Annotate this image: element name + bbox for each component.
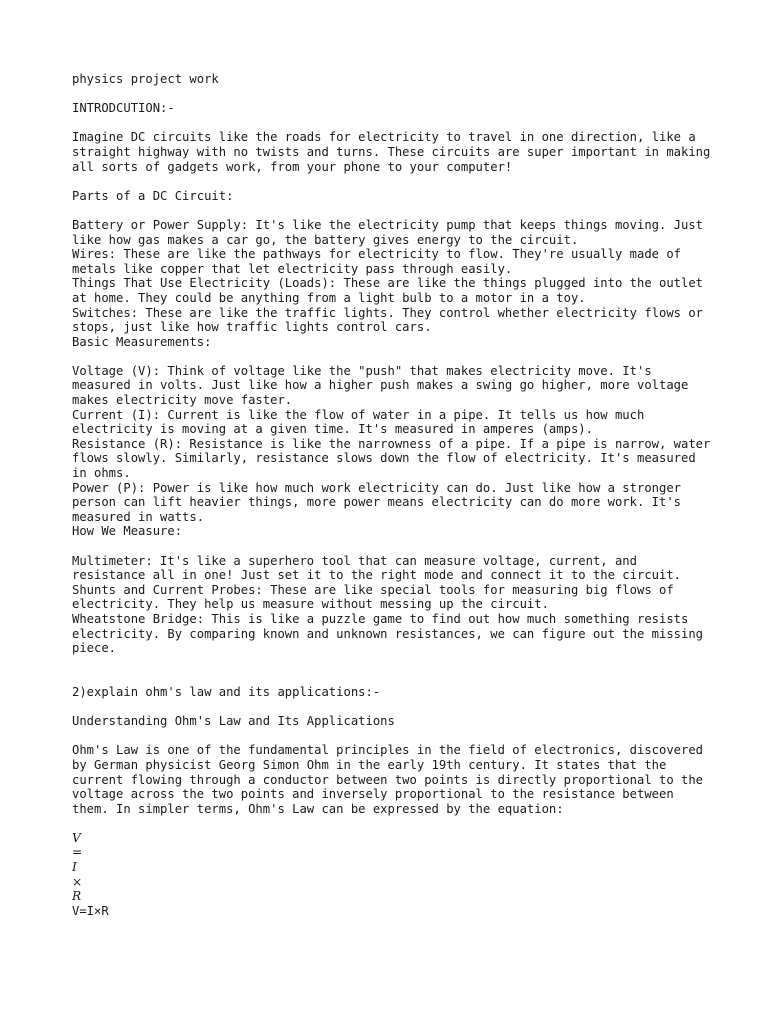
ohm-paragraph: Ohm's Law is one of the fundamental principles in the field of electronics, discovered by German physicist Georg Simon Ohm in the early 19th century. It states that the current flowing through a conductor between two points is directly proportional to the voltage across the two points and inversely proportional to the resistance between them. In simpler terms, Ohm's Law can be expressed by the equation:: [72, 743, 711, 816]
document-page: [72, 72, 718, 918]
question-2-heading: 2)explain ohm's law and its applications:-: [72, 684, 381, 699]
measurement-item-power: Power (P): Power is like how much work electricity can do. Just like how a stronger person can lift heavier things, more power means electricity can do more work. It's measured in watts.: [72, 480, 689, 524]
how-item-shunts: Shunts and Current Probes: These are like special tools for measuring big flows of electricity. They help us measure without messing up the circuit.: [72, 582, 682, 612]
document-title: physics project work: [72, 72, 219, 86]
measurement-item-voltage: Voltage (V): Think of voltage like the "push" that makes electricity move. It's measured in volts. Just like how a higher push makes a swing go higher, more voltage makes electricity move faster.: [72, 363, 696, 408]
parts-heading: Parts of a DC Circuit:: [72, 188, 234, 203]
spacer: [72, 349, 712, 364]
how-item-wheatstone: Wheatstone Bridge: This is like a puzzle game to find out how much something resists electricity. By comparing known and unknown resistances, we can figure out the missing piece.: [72, 611, 711, 656]
equation-symbol-equals: =: [72, 845, 83, 860]
equation-symbol-v: V: [72, 830, 81, 845]
spacer: [72, 670, 712, 685]
how-item-multimeter: Multimeter: It's like a superhero tool that can measure voltage, current, and resistance all in one! Just set it to the right mode and connect it to the circuit.: [72, 553, 682, 583]
equation-inline: V=I×R: [72, 903, 109, 918]
part-item-switches: Switches: These are like the traffic lights. They control whether electricity flows or stops, just like how traffic lights control cars.: [72, 305, 711, 335]
measurement-item-current: Current (I): Current is like the flow of water in a pipe. It tells us how much electricity is moving at a given time. It's measured in amperes (amps).: [72, 407, 652, 437]
measurement-item-resistance: Resistance (R): Resistance is like the narrowness of a pipe. If a pipe is narrow, water flows slowly. Similarly, resistance slows down the flow of electricity. It's measured in ohms.: [72, 436, 718, 481]
intro-heading: INTRODCUTION:-: [72, 101, 175, 116]
measurements-list: [72, 363, 718, 539]
equation-symbol-r: R: [72, 889, 82, 904]
equation-symbol-i: I: [72, 860, 77, 875]
equation-block: [72, 831, 712, 919]
spacer: [72, 656, 712, 671]
question-2-subheading: Understanding Ohm's Law and Its Applications: [72, 714, 395, 729]
intro-paragraph: Imagine DC circuits like the roads for electricity to travel in one direction, like a straight highway with no twists and turns. These circuits are super important in making all sorts of gadgets work, from your phone to your computer!: [72, 130, 718, 174]
how-list: [72, 554, 712, 656]
how-heading: How We Measure:: [72, 524, 183, 539]
part-item-battery: Battery or Power Supply: It's like the electricity pump that keeps things moving. Just like how gas makes a car go, the battery gives energy to the circuit.: [72, 217, 711, 247]
part-item-loads: Things That Use Electricity (Loads): These are like the things plugged into the outlet at home. They could be anything from a light bulb to a motor in a toy.: [72, 276, 711, 305]
equation-symbol-times: ×: [72, 874, 83, 889]
part-item-wires: Wires: These are like the pathways for electricity to flow. They're usually made of metals like copper that let electricity pass through easily.: [72, 247, 689, 276]
spacer: [72, 539, 712, 554]
parts-list: [72, 218, 712, 349]
measurements-heading: Basic Measurements:: [72, 334, 212, 349]
